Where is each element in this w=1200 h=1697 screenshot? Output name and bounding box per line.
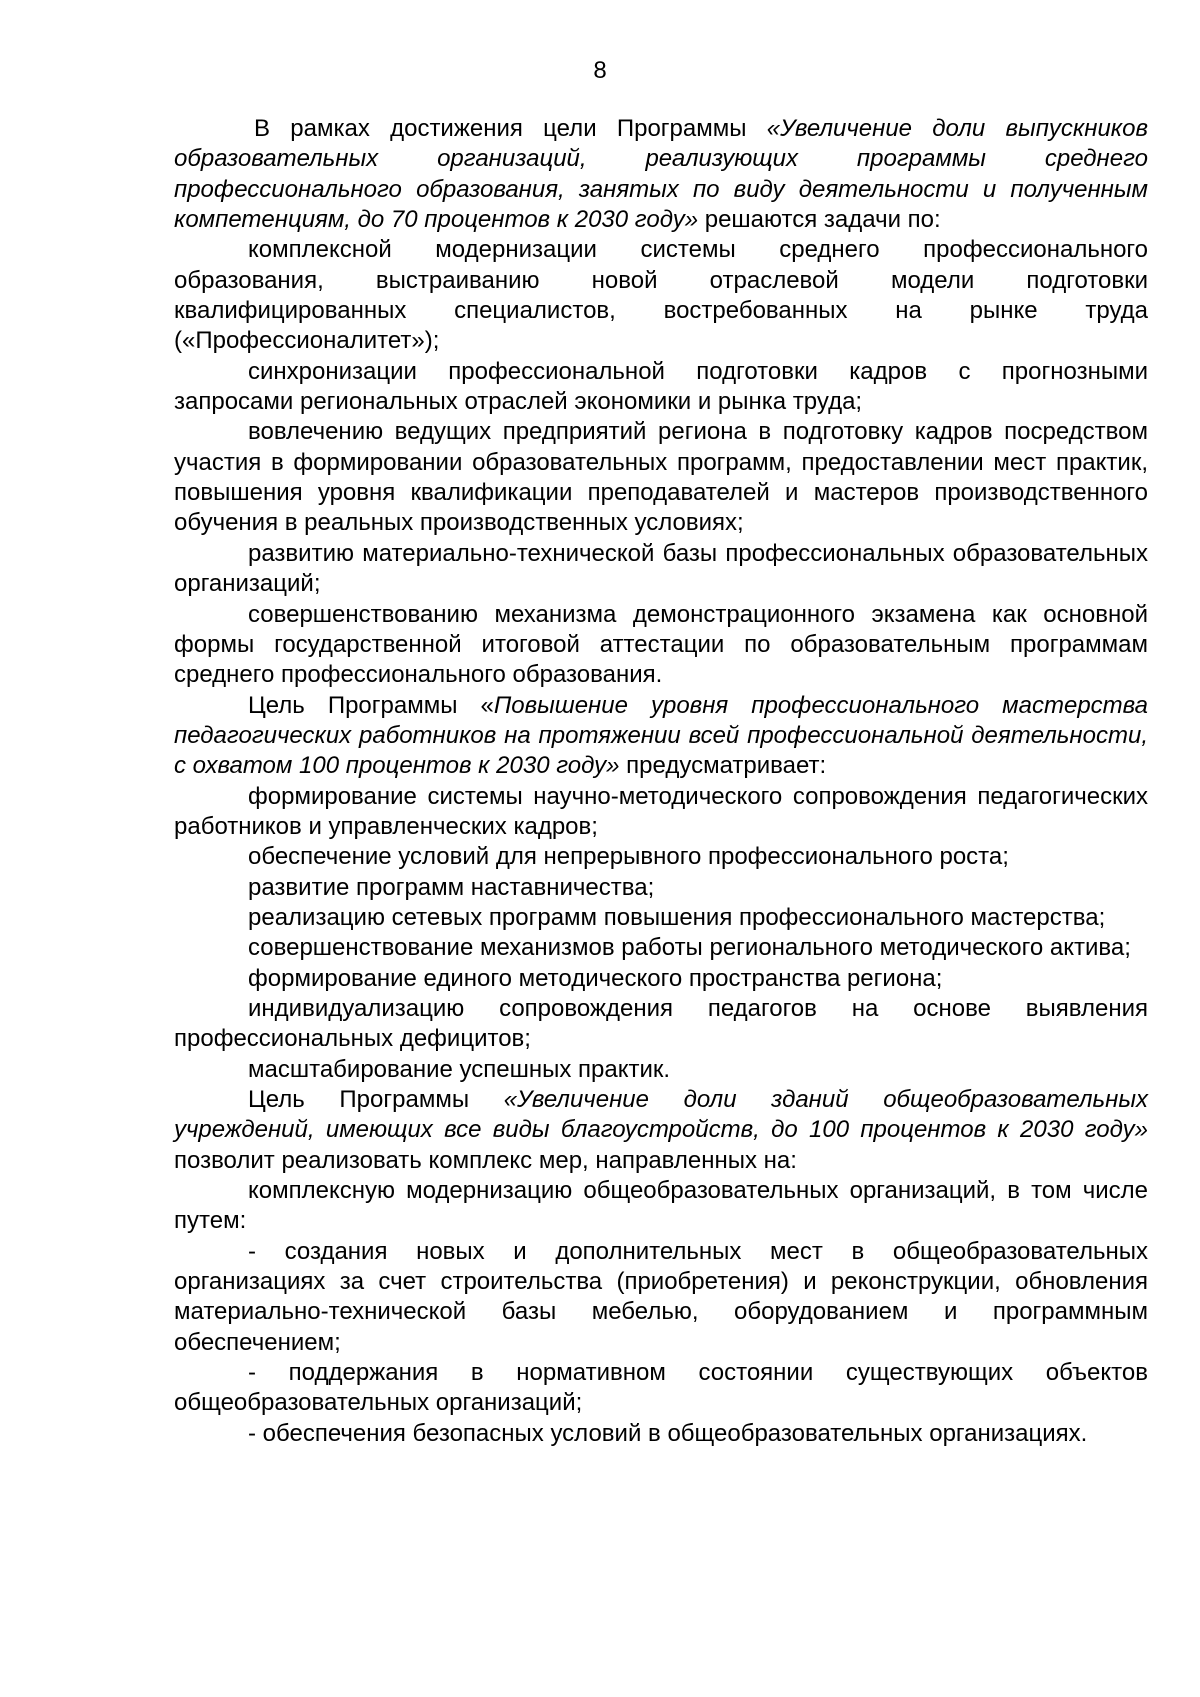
paragraph-program-goal-buildings bbox=[174, 1085, 1148, 1176]
paragraph-text: позволит реализовать комплекс мер, направленных на: bbox=[174, 1146, 797, 1174]
paragraph-measure-methodical-asset: совершенствование механизмов работы регионального методического актива; bbox=[248, 934, 1131, 962]
paragraph-task-demo-exam: совершенствованию механизма демонстрационного экзамена как основной формы государственной итоговой аттестации по образовательным программам среднего профессионального образования. bbox=[174, 600, 1148, 689]
paragraph-task-synchronization: синхронизации профессиональной подготовки кадров с прогнозными запросами региональных отраслей экономики и рынка труда; bbox=[174, 357, 1148, 416]
document-body bbox=[174, 114, 1148, 1449]
page-number: 8 bbox=[593, 57, 607, 84]
paragraph-task-modernization: комплексной модернизации системы среднего профессионального образования, выстраиванию новой отраслевой модели подготовки квалифицированных специалистов, востребованных на рынке труда («Профессионалитет»); bbox=[174, 236, 1148, 355]
paragraph-text: решаются задачи по: bbox=[698, 206, 941, 234]
paragraph-italic-text: Повышение уровня профессионального мастерства педагогических работников на протяжении всей профессиональной деятельности, с охватом 100 процентов к 2030 году» bbox=[174, 691, 1149, 780]
paragraph-task-enterprises: вовлечению ведущих предприятий региона в подготовку кадров посредством участия в формировании образовательных программ, предоставлении мест практик, повышения уровня квалификации преподавателей и мастеров производственного обучения в реальных производственных условиях; bbox=[174, 418, 1148, 537]
paragraph-text: Цель Программы bbox=[248, 1086, 504, 1113]
paragraph-measure-scaling: масштабирование успешных практик. bbox=[248, 1055, 671, 1083]
paragraph-item-new-places: - создания новых и дополнительных мест в общеобразовательных организациях за счет строительства (приобретения) и реконструкции, обновления материально-технической базы мебелью, оборудованием и программным обеспечением; bbox=[174, 1237, 1148, 1356]
paragraph-italic-text: «Увеличение доли зданий общеобразовательных учреждений, имеющих все виды благоустройств, до 100 процентов к 2030 году» bbox=[174, 1086, 1148, 1144]
paragraph-measure-methodical-space: формирование единого методического пространства региона; bbox=[248, 964, 943, 992]
paragraph-text: Цель Программы « bbox=[248, 691, 494, 719]
paragraph-text: предусматривает: bbox=[619, 752, 827, 780]
paragraph-program-goal-graduates bbox=[174, 114, 1148, 235]
paragraph-item-safety: - обеспечения безопасных условий в общеобразовательных организациях. bbox=[248, 1419, 1088, 1447]
paragraph-measure-individualization: индивидуализацию сопровождения педагогов на основе выявления профессиональных дефицитов; bbox=[174, 994, 1148, 1053]
paragraph-text: В рамках достижения цели Программы bbox=[254, 115, 767, 142]
paragraph-measure-growth-conditions: обеспечение условий для непрерывного профессионального роста; bbox=[248, 843, 1009, 871]
paragraph-complex-modernization: комплексную модернизацию общеобразовательных организаций, в том числе путем: bbox=[174, 1177, 1148, 1235]
paragraph-measure-network-programs: реализацию сетевых программ повышения профессионального мастерства; bbox=[248, 903, 1106, 931]
paragraph-measure-mentoring: развитие программ наставничества; bbox=[248, 873, 655, 901]
paragraph-program-goal-teachers bbox=[174, 691, 1148, 782]
paragraph-measure-support-system: формирование системы научно-методического сопровождения педагогических работников и управленческих кадров; bbox=[174, 782, 1148, 840]
paragraph-item-maintenance: - поддержания в нормативном состоянии существующих объектов общеобразовательных организаций; bbox=[174, 1359, 1148, 1417]
paragraph-italic-text: «Увеличение доли выпускников образовательных организаций, реализующих программы среднего профессионального образования, занятых по виду деятельности и полученным компетенциям, до 70 процентов к 2030 году» bbox=[174, 115, 1149, 234]
paragraph-task-material-base: развитию материально-технической базы профессиональных образовательных организаций; bbox=[174, 539, 1148, 598]
